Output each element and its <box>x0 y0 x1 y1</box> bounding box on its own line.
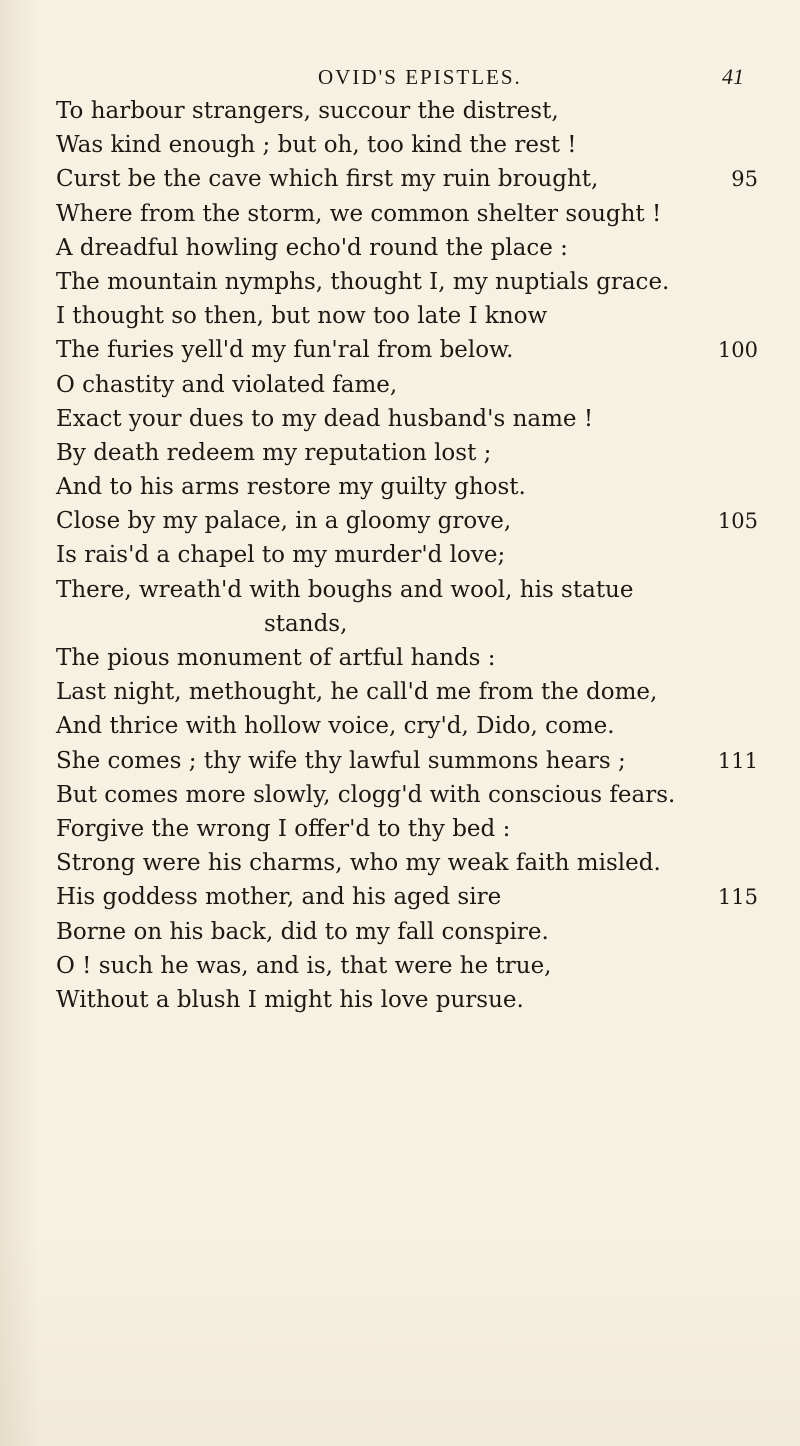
verse-text: Curst be the cave which first my ruin brought, <box>56 166 599 193</box>
verse-text: O ! such he was, and is, that were he true, <box>56 952 552 979</box>
verse-text: I thought so then, but now too late I know <box>56 303 548 330</box>
verse-block <box>56 94 766 1017</box>
verse-line <box>56 846 766 880</box>
page-number: 41 <box>722 64 744 89</box>
verse-text: She comes ; thy wife thy lawful summons hears ; <box>56 747 626 774</box>
verse-text: Was kind enough ; but oh, too kind the rest ! <box>56 132 577 159</box>
verse-text: Is rais'd a chapel to my murder'd love; <box>56 542 506 569</box>
verse-line <box>56 436 766 470</box>
verse-line <box>56 983 766 1017</box>
verse-line <box>56 402 766 436</box>
running-head <box>0 60 800 94</box>
verse-line <box>56 197 766 231</box>
verse-line <box>56 368 766 402</box>
verse-text: By death redeem my reputation lost ; <box>56 439 492 466</box>
verse-line <box>56 94 766 128</box>
verse-text: Borne on his back, did to my fall conspire. <box>56 918 549 945</box>
verse-text: O chastity and violated fame, <box>56 371 398 398</box>
verse-text: stands, <box>264 610 348 637</box>
verse-line <box>56 265 766 299</box>
verse-line <box>56 504 766 538</box>
verse-text: Strong were his charms, who my weak faith misled. <box>56 850 661 877</box>
verse-line <box>56 778 766 812</box>
verse-text: But comes more slowly, clogg'd with conscious fears. <box>56 781 676 808</box>
verse-line <box>56 709 766 743</box>
verse-line <box>56 231 766 265</box>
verse-text: Without a blush I might his love pursue. <box>56 986 524 1013</box>
line-number: 95 <box>731 167 758 192</box>
line-number: 111 <box>717 748 758 773</box>
verse-text: Forgive the wrong I offer'd to thy bed : <box>56 815 511 842</box>
running-title: OVID'S EPISTLES. <box>318 65 522 89</box>
verse-line <box>56 538 766 572</box>
line-number: 105 <box>717 509 758 534</box>
line-number: 115 <box>717 885 758 910</box>
verse-text: His goddess mother, and his aged sire <box>56 884 502 911</box>
verse-text: The mountain nymphs, thought I, my nuptials grace. <box>56 268 670 295</box>
verse-line <box>56 333 766 367</box>
verse-line-turnover <box>56 607 766 641</box>
verse-text: And thrice with hollow voice, cry'd, Dido, come. <box>56 713 615 740</box>
verse-line <box>56 128 766 162</box>
verse-line <box>56 299 766 333</box>
verse-text: Last night, methought, he call'd me from the dome, <box>56 679 658 706</box>
verse-text: The furies yell'd my fun'ral from below. <box>56 337 514 364</box>
verse-text: Exact your dues to my dead husband's name ! <box>56 405 594 432</box>
verse-text: Close by my palace, in a gloomy grove, <box>56 508 512 535</box>
verse-line <box>56 162 766 196</box>
verse-line <box>56 915 766 949</box>
line-number: 100 <box>717 338 758 363</box>
verse-text: A dreadful howling echo'd round the place : <box>56 234 568 261</box>
verse-text: The pious monument of artful hands : <box>56 645 496 671</box>
verse-line <box>56 675 766 709</box>
verse-text: There, wreath'd with boughs and wool, his statue <box>56 576 634 603</box>
verse-text: To harbour strangers, succour the distrest, <box>56 98 559 124</box>
verse-line <box>56 949 766 983</box>
verse-text: And to his arms restore my guilty ghost. <box>56 474 526 501</box>
verse-line <box>56 470 766 504</box>
verse-line <box>56 573 766 607</box>
verse-text: Where from the storm, we common shelter sought ! <box>56 200 662 227</box>
verse-line <box>56 641 766 675</box>
verse-line <box>56 880 766 914</box>
verse-line <box>56 812 766 846</box>
verse-line <box>56 744 766 778</box>
